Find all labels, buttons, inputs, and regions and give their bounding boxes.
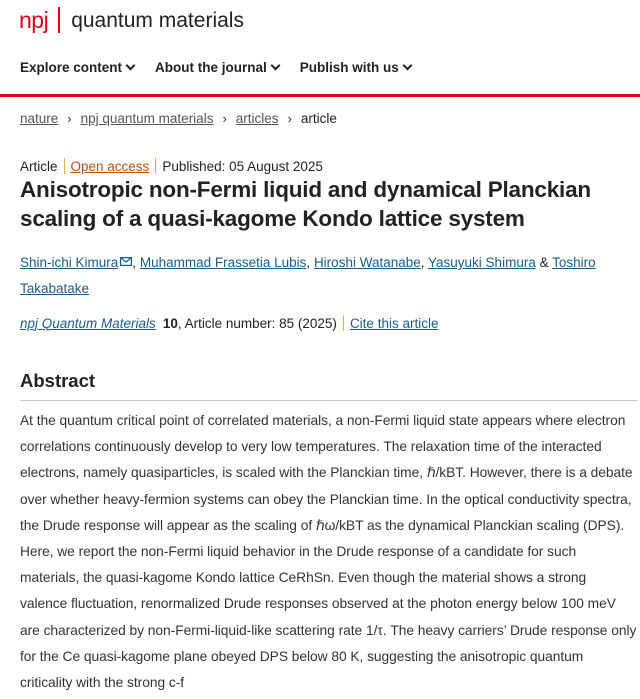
author-list (20, 250, 620, 302)
meta-divider (155, 158, 156, 174)
abstract-paragraph: At the quantum critical point of correlated materials, a non-Fermi liquid state appears where electron correlations continuously develop to very low temperatures. The relaxation time of the interacted electrons, namely quasiparticles, is scaled with the Planckian time, ℏ/kBT. However, there is a debate over whether heavy-fermion systems can obey the Planckian time. In the optical conductivity spectra, the Drude response will appear as the scaling of ℏω/kBT as the dynamical Planckian scaling (DPS). Here, we report the non-Fermi liquid behavior in the Drude response of a candidate for such materials, the quasi-kagome Kondo lattice CeRhSn. Even though the material shows a strong valence fluctuation, renormalized Drude responses observed at the photon energy below 100 meV are characterized by non-Fermi-liquid-like scattering rate 1/τ. The heavy carriers’ Drude response only for the Ce quasi-kagome plane obeyed DPS below 80 K, suggesting the anisotropic quantum criticality with the strong c-f (20, 413, 637, 691)
citation-divider (343, 315, 344, 331)
site-header (0, 0, 640, 40)
article-title: Anisotropic non-Fermi liquid and dynamical Planckian scaling of a quasi-kagome Kondo lattice system (20, 177, 591, 231)
author-link[interactable]: Muhammad Frassetia Lubis (139, 255, 307, 270)
nav-about-journal[interactable] (155, 60, 279, 75)
nav-item-label: About the journal (155, 59, 267, 75)
chevron-right-icon: › (67, 111, 72, 126)
author-link[interactable]: Toshiro Takabatake (20, 255, 596, 296)
breadcrumb-current: article (300, 111, 337, 126)
breadcrumb-journal[interactable]: npj quantum materials (80, 111, 214, 126)
author-separator: , (132, 255, 137, 270)
chevron-down-icon (402, 60, 412, 70)
chevron-right-icon: › (222, 111, 227, 126)
published-date: Published: 05 August 2025 (162, 158, 323, 174)
abstract-text (20, 408, 637, 696)
breadcrumb-articles[interactable]: articles (235, 111, 279, 126)
chevron-right-icon: › (287, 111, 292, 126)
author-separator: , (420, 255, 425, 270)
abstract-heading: Abstract (20, 370, 96, 391)
author-link[interactable]: Yasuyuki Shimura (428, 255, 536, 270)
cite-this-article-link[interactable]: Cite this article (349, 315, 439, 331)
article-number: , Article number: 85 (2025) (177, 315, 337, 331)
author-link[interactable]: Shin-ichi Kimura (20, 255, 119, 270)
chevron-down-icon (270, 60, 280, 70)
main-nav (0, 40, 640, 94)
author-ampersand: & (539, 255, 549, 270)
journal-title[interactable]: quantum materials (71, 8, 244, 32)
citation-line (20, 315, 438, 331)
volume-number: 10 (162, 315, 178, 331)
logo-divider (58, 7, 60, 33)
breadcrumb (20, 111, 337, 126)
article-meta (20, 158, 323, 174)
open-access-link[interactable]: Open access (70, 158, 150, 174)
nav-publish-with-us[interactable] (300, 60, 411, 75)
article-type: Article (20, 158, 58, 174)
nav-explore-content[interactable] (20, 60, 134, 75)
author-link[interactable]: Hiroshi Watanabe (313, 255, 421, 270)
meta-divider (64, 158, 65, 174)
abstract-divider (20, 400, 637, 401)
mail-icon[interactable] (120, 257, 132, 266)
chevron-down-icon (126, 60, 136, 70)
journal-link[interactable]: npj Quantum Materials (20, 315, 156, 331)
breadcrumb-nature[interactable]: nature (20, 111, 59, 126)
nav-item-label: Explore content (20, 59, 123, 75)
logo-brand[interactable]: npj (19, 6, 49, 33)
nav-item-label: Publish with us (299, 59, 399, 75)
header-accent-bar (0, 94, 640, 97)
author-separator: , (306, 255, 311, 270)
